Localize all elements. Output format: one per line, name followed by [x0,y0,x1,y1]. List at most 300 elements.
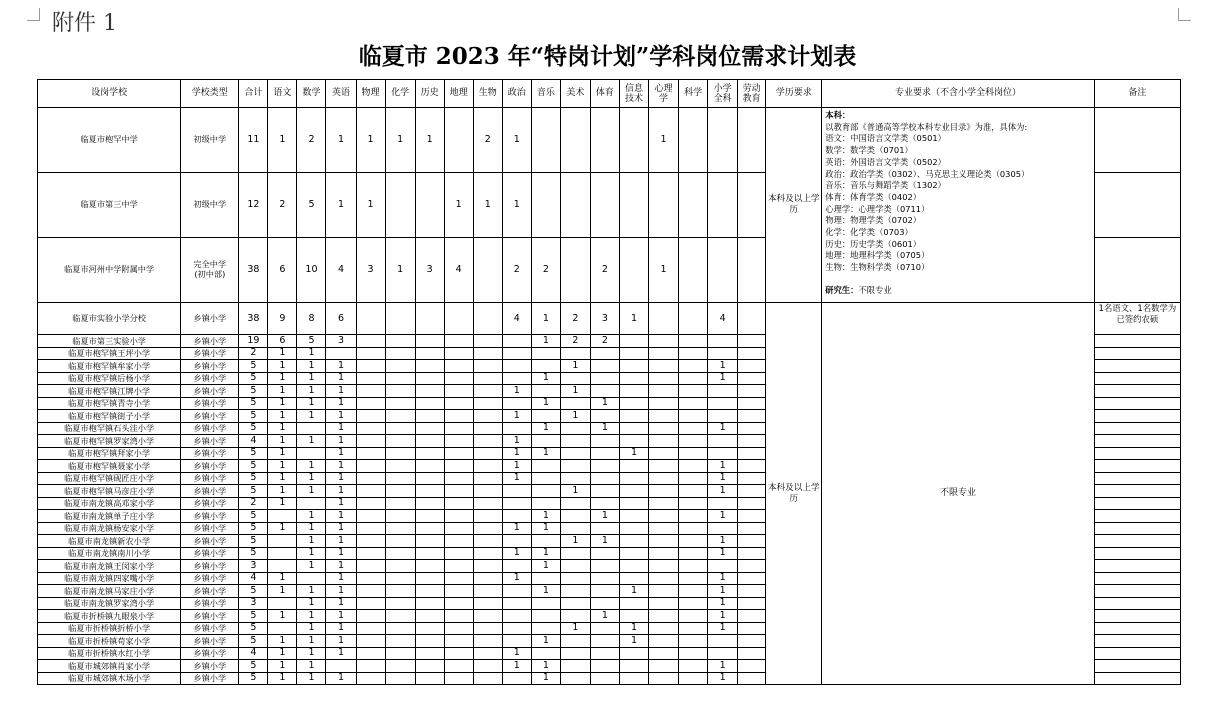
count-cell [385,385,415,398]
count-cell [738,572,766,585]
count-cell [560,547,590,560]
school-name-cell: 临夏市南龙镇四家嘴小学 [38,572,181,585]
count-cell [415,522,444,535]
count-cell [268,510,297,523]
count-cell [297,497,326,510]
count-cell [649,497,679,510]
note-cell [1094,622,1180,635]
count-cell [649,485,679,498]
count-cell: 1 [268,635,297,648]
count-cell: 4 [239,435,268,448]
count-cell [560,447,590,460]
note-cell [1094,610,1180,623]
count-cell: 1 [560,360,590,373]
count-cell [560,510,590,523]
count-cell [619,385,648,398]
count-cell: 1 [326,485,356,498]
count-cell: 1 [326,572,356,585]
count-cell: 1 [297,647,326,660]
count-cell [738,472,766,485]
count-cell [738,485,766,498]
count-cell [649,535,679,548]
count-cell: 1 [268,372,297,385]
count-cell [385,672,415,685]
count-cell [444,422,473,435]
count-cell: 2 [502,238,531,303]
count-cell [738,435,766,448]
count-cell: 1 [326,522,356,535]
count-cell [502,672,531,685]
count-cell [473,510,502,523]
count-cell [619,547,648,560]
count-cell [679,497,708,510]
note-cell [1094,173,1180,238]
count-cell [738,173,766,238]
school-type-cell: 乡镇小学 [181,597,239,610]
header-row [38,80,1181,108]
school-name-cell: 临夏市折桥镇苟家小学 [38,635,181,648]
count-cell: 1 [297,435,326,448]
count-cell [473,347,502,360]
count-cell [649,672,679,685]
count-cell: 1 [297,672,326,685]
count-cell [649,397,679,410]
count-cell [473,647,502,660]
count-cell [560,660,590,673]
count-cell: 1 [502,385,531,398]
count-cell [649,347,679,360]
count-cell: 2 [531,238,560,303]
count-cell [444,335,473,348]
count-cell: 1 [268,108,297,173]
count-cell: 1 [297,385,326,398]
count-cell [473,597,502,610]
school-type-cell: 乡镇小学 [181,497,239,510]
column-header: 生物 [473,80,502,108]
count-cell [385,572,415,585]
count-cell [385,303,415,335]
count-cell [531,360,560,373]
count-cell [590,347,619,360]
count-cell: 1 [649,238,679,303]
count-cell [708,560,738,573]
school-name-cell: 临夏市枹罕镇罗家湾小学 [38,435,181,448]
count-cell [444,447,473,460]
major-line: 体育：体育学类（0402） [825,191,922,202]
count-cell: 1 [531,585,560,598]
count-cell [679,447,708,460]
column-header: 体育 [590,80,619,108]
count-cell [385,360,415,373]
count-cell: 1 [531,660,560,673]
count-cell [531,410,560,423]
count-cell [708,238,738,303]
count-cell [415,173,444,238]
count-cell [679,410,708,423]
count-cell [679,610,708,623]
school-type-cell: 乡镇小学 [181,303,239,335]
count-cell [473,497,502,510]
school-type-cell: 乡镇小学 [181,622,239,635]
count-cell [473,472,502,485]
count-cell [619,422,648,435]
count-cell: 1 [297,347,326,360]
count-cell: 2 [590,238,619,303]
school-type-cell: 乡镇小学 [181,610,239,623]
note-cell [1094,238,1180,303]
count-cell [385,647,415,660]
count-cell [738,510,766,523]
count-cell [356,660,385,673]
school-name-cell: 临夏市南龙镇单子庄小学 [38,510,181,523]
count-cell [415,347,444,360]
major-line: 心理学：心理学类（0711） [825,203,930,214]
count-cell [619,485,648,498]
count-cell [356,597,385,610]
count-cell: 1 [708,460,738,473]
count-cell: 1 [531,522,560,535]
column-header: 语文 [268,80,297,108]
count-cell [679,510,708,523]
count-cell: 1 [297,460,326,473]
count-cell [560,572,590,585]
count-cell [619,510,648,523]
count-cell: 1 [502,547,531,560]
count-cell [531,597,560,610]
column-header: 历史 [415,80,444,108]
count-cell [679,472,708,485]
count-cell [738,560,766,573]
count-cell [738,422,766,435]
count-cell [268,597,297,610]
count-cell: 1 [297,372,326,385]
count-cell [531,460,560,473]
count-cell [415,385,444,398]
count-cell [708,347,738,360]
count-cell: 2 [239,347,268,360]
count-cell: 11 [239,108,268,173]
count-cell [560,397,590,410]
school-type-cell: 乡镇小学 [181,672,239,685]
count-cell [560,435,590,448]
count-cell: 1 [560,622,590,635]
count-cell: 1 [708,547,738,560]
count-cell: 1 [590,510,619,523]
count-cell: 1 [268,522,297,535]
column-header: 小学 全科 [708,80,738,108]
count-cell [385,510,415,523]
count-cell [738,622,766,635]
count-cell [415,560,444,573]
count-cell [679,635,708,648]
count-cell [590,560,619,573]
count-cell [385,347,415,360]
count-cell [708,497,738,510]
count-cell: 4 [239,572,268,585]
count-cell [415,647,444,660]
count-cell [560,610,590,623]
note-cell [1094,347,1180,360]
count-cell [385,560,415,573]
count-cell: 1 [619,447,648,460]
major-heading: 本科： [825,110,851,120]
count-cell: 1 [297,610,326,623]
count-cell: 12 [239,173,268,238]
count-cell [531,572,560,585]
count-cell [473,672,502,685]
note-cell [1094,385,1180,398]
count-cell: 1 [502,435,531,448]
count-cell [590,472,619,485]
count-cell [502,585,531,598]
count-cell [708,447,738,460]
count-cell [560,238,590,303]
graduate-line [825,285,1090,297]
count-cell: 5 [239,635,268,648]
count-cell [385,497,415,510]
count-cell [502,597,531,610]
count-cell: 19 [239,335,268,348]
count-cell [297,572,326,585]
count-cell [679,435,708,448]
count-cell: 5 [239,622,268,635]
count-cell [385,622,415,635]
count-cell: 1 [326,460,356,473]
count-cell [649,560,679,573]
column-header: 合计 [239,80,268,108]
count-cell [738,108,766,173]
count-cell [268,622,297,635]
count-cell: 1 [708,472,738,485]
count-cell: 1 [444,173,473,238]
count-cell [649,385,679,398]
count-cell [502,347,531,360]
count-cell [738,522,766,535]
count-cell [649,597,679,610]
note-cell [1094,585,1180,598]
recruitment-plan-table [37,79,1181,685]
count-cell: 1 [531,635,560,648]
count-cell: 1 [385,238,415,303]
count-cell [473,303,502,335]
count-cell [502,335,531,348]
count-cell: 1 [531,422,560,435]
count-cell: 5 [239,472,268,485]
count-cell: 1 [297,485,326,498]
note-cell [1094,435,1180,448]
count-cell [738,647,766,660]
school-name-cell: 临夏市枹罕镇马彦庄小学 [38,485,181,498]
count-cell: 1 [326,372,356,385]
school-name-cell: 临夏市枹罕镇后杨小学 [38,372,181,385]
note-cell [1094,410,1180,423]
count-cell [679,485,708,498]
note-cell [1094,485,1180,498]
count-cell [385,535,415,548]
count-cell [502,372,531,385]
school-type-cell: 乡镇小学 [181,647,239,660]
note-cell [1094,460,1180,473]
count-cell [385,397,415,410]
page-corner-mark-left [27,8,40,21]
school-name-cell: 临夏市南龙镇杨安家小学 [38,522,181,535]
count-cell: 1 [297,622,326,635]
count-cell: 1 [326,435,356,448]
count-cell [356,622,385,635]
count-cell [444,347,473,360]
count-cell [385,635,415,648]
school-type-cell: 乡镇小学 [181,460,239,473]
note-cell [1094,597,1180,610]
count-cell: 5 [239,372,268,385]
count-cell [502,485,531,498]
table-row [38,303,1181,335]
column-header: 音乐 [531,80,560,108]
count-cell [649,522,679,535]
major-line: 数学：数学类（0701） [825,145,913,156]
note-cell [1094,672,1180,685]
page-corner-mark-right [1178,8,1191,21]
count-cell [619,497,648,510]
count-cell: 1 [297,547,326,560]
major-requirement-cell [822,108,1094,303]
count-cell [356,460,385,473]
count-cell: 2 [473,108,502,173]
count-cell: 1 [560,410,590,423]
count-cell [444,647,473,660]
count-cell: 1 [297,660,326,673]
count-cell [356,560,385,573]
count-cell: 1 [326,585,356,598]
count-cell [415,672,444,685]
count-cell [738,660,766,673]
count-cell [385,460,415,473]
count-cell [297,447,326,460]
count-cell [590,485,619,498]
school-type-cell: 乡镇小学 [181,335,239,348]
count-cell [385,597,415,610]
major-line: 生物：生物科学类（0710） [825,262,930,273]
count-cell: 8 [297,303,326,335]
count-cell [619,108,648,173]
count-cell [738,238,766,303]
count-cell [560,522,590,535]
count-cell: 5 [239,360,268,373]
count-cell [415,360,444,373]
count-cell [738,672,766,685]
count-cell: 1 [297,597,326,610]
count-cell [619,535,648,548]
column-header: 信息 技术 [619,80,648,108]
count-cell [679,238,708,303]
count-cell [385,435,415,448]
school-name-cell: 临夏市南龙镇马家庄小学 [38,585,181,598]
school-name-cell: 临夏市南龙镇罗家湾小学 [38,597,181,610]
count-cell: 1 [268,610,297,623]
count-cell [502,510,531,523]
count-cell [649,622,679,635]
count-cell [473,560,502,573]
major-line: 物理：物理学类（0702） [825,215,922,226]
count-cell [473,435,502,448]
count-cell [356,497,385,510]
count-cell [679,397,708,410]
count-cell [590,547,619,560]
count-cell [473,622,502,635]
count-cell [708,410,738,423]
count-cell [649,360,679,373]
note-cell: 1名语文、1名数学为已签约农硕 [1094,303,1180,335]
major-line: 政治：政治学类（0302）、马克思主义理论类（0305） [825,168,1030,179]
count-cell [502,422,531,435]
count-cell [473,547,502,560]
count-cell [473,522,502,535]
school-type-cell: 乡镇小学 [181,522,239,535]
count-cell [679,422,708,435]
note-cell [1094,510,1180,523]
count-cell: 5 [297,173,326,238]
count-cell [708,635,738,648]
count-cell [560,635,590,648]
school-name-cell: 临夏市折桥镇折桥小学 [38,622,181,635]
major-line: 历史：历史学类（0601） [825,238,922,249]
count-cell [356,447,385,460]
count-cell [590,497,619,510]
count-cell [738,535,766,548]
count-cell [649,460,679,473]
count-cell [708,173,738,238]
school-type-cell: 乡镇小学 [181,510,239,523]
count-cell [502,497,531,510]
count-cell: 1 [356,173,385,238]
school-name-cell: 临夏市枹罕镇牟家小学 [38,360,181,373]
major-line: 化学：化学类（0703） [825,227,913,238]
count-cell: 38 [239,303,268,335]
count-cell: 1 [502,660,531,673]
count-cell: 1 [502,460,531,473]
count-cell [649,660,679,673]
count-cell [738,360,766,373]
note-cell [1094,497,1180,510]
count-cell: 1 [326,385,356,398]
count-cell [649,410,679,423]
count-cell: 5 [239,485,268,498]
count-cell [444,672,473,685]
school-type-cell: 乡镇小学 [181,560,239,573]
count-cell: 5 [239,447,268,460]
count-cell [649,610,679,623]
count-cell [560,173,590,238]
count-cell [619,660,648,673]
count-cell [473,572,502,585]
count-cell [385,547,415,560]
count-cell: 1 [297,472,326,485]
count-cell: 1 [268,585,297,598]
count-cell [415,397,444,410]
count-cell: 3 [590,303,619,335]
count-cell [738,585,766,598]
count-cell [738,410,766,423]
count-cell [444,497,473,510]
count-cell: 1 [708,372,738,385]
count-cell: 1 [326,547,356,560]
count-cell: 1 [531,372,560,385]
count-cell [531,472,560,485]
education-requirement-cell: 本科及以上学历 [766,108,822,303]
count-cell [385,410,415,423]
count-cell: 1 [268,435,297,448]
count-cell [444,585,473,598]
